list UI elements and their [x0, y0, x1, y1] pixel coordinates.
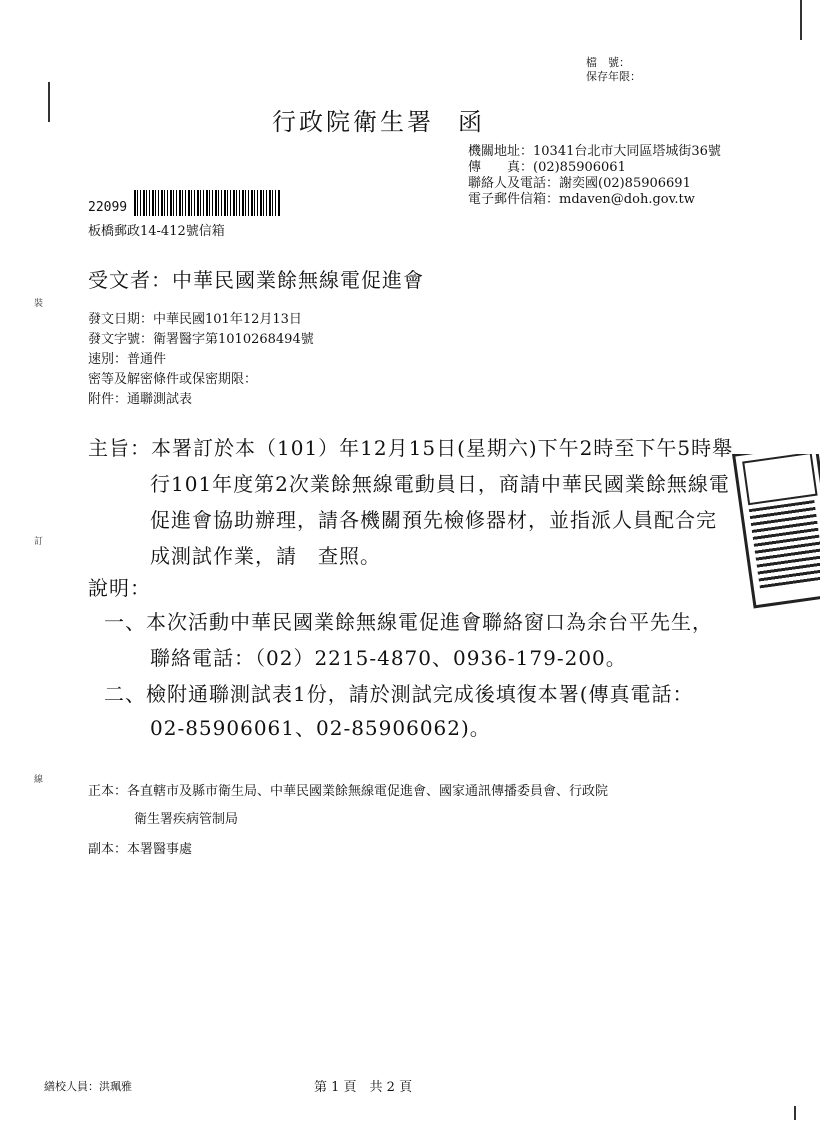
- explanation-item-2-line-1: 二、檢附通聯測試表1份，請於測試完成後填復本署(傳真電話：: [104, 682, 694, 706]
- official-seal-stamp: [732, 454, 820, 614]
- left-margin-mark: [48, 82, 50, 122]
- explanation-item-2-line-2: 02-85906061、02-85906062)。: [150, 716, 491, 740]
- margin-mark-top: 裝: [34, 299, 44, 309]
- original-recipients-line-2: 衛生署疾病管制局: [134, 812, 239, 827]
- subject-line-3: 促進會協助辦理，請各機關預先檢修器材，並指派人員配合完: [150, 508, 717, 532]
- subject-line-2: 行101年度第2次業餘無線電動員日，商請中華民國業餘無線電: [150, 472, 730, 496]
- agency-contact: 聯絡人及電話：謝奕國(02)85906691: [468, 176, 691, 191]
- retention-label: 保存年限：: [586, 70, 641, 83]
- proofreader: 繕校人員：洪珮雅: [44, 1080, 132, 1093]
- delivery-speed: 速別：普通件: [88, 352, 167, 367]
- postal-mailbox: 板橋郵政14-412號信箱: [88, 224, 225, 239]
- explanation-item-1-line-1: 一、本次活動中華民國業餘無線電促進會聯絡窗口為余台平先生，: [104, 610, 713, 634]
- postal-zip: 22099: [88, 200, 128, 215]
- agency-email: 電子郵件信箱：mdaven@doh.gov.tw: [468, 192, 695, 207]
- recipient: 受文者：中華民國業餘無線電促進會: [88, 268, 424, 292]
- security-level: 密等及解密條件或保密期限：: [88, 372, 258, 387]
- copy-recipients: 副本：本署醫事處: [88, 842, 193, 857]
- document-title: 行政院衛生署: [272, 108, 434, 136]
- margin-mark-middle: 訂: [34, 537, 44, 547]
- attachment: 附件：通聯測試表: [88, 392, 193, 407]
- subject-line-1: 主旨：本署訂於本（101）年12月15日(星期六)下午2時至下午5時舉: [88, 436, 734, 460]
- original-recipients-line-1: 正本：各直轄市及縣市衛生局、中華民國業餘無線電促進會、國家通訊傳播委員會、行政院: [88, 784, 609, 799]
- scan-edge-tick: [794, 1106, 796, 1120]
- issue-date: 發文日期：中華民國101年12月13日: [88, 312, 302, 327]
- file-number-label: 檔 號：: [586, 56, 630, 69]
- page-number: 第 1 頁 共 2 頁: [314, 1080, 413, 1095]
- explanation-label: 說明：: [88, 576, 151, 600]
- agency-address: 機關地址：10341台北市大同區塔城街36號: [468, 144, 721, 159]
- margin-mark-bottom: 線: [34, 775, 44, 785]
- postal-barcode: [134, 190, 280, 216]
- document-number: 發文字號：衛署醫字第1010268494號: [88, 332, 314, 347]
- subject-line-4: 成測試作業，請 查照。: [150, 544, 381, 568]
- agency-fax: 傳 真：(02)85906061: [468, 160, 626, 175]
- explanation-item-1-line-2: 聯絡電話：（02）2215-4870、0936-179-200。: [150, 646, 627, 670]
- document-type: 函: [458, 108, 485, 136]
- scan-edge-line: [800, 0, 802, 40]
